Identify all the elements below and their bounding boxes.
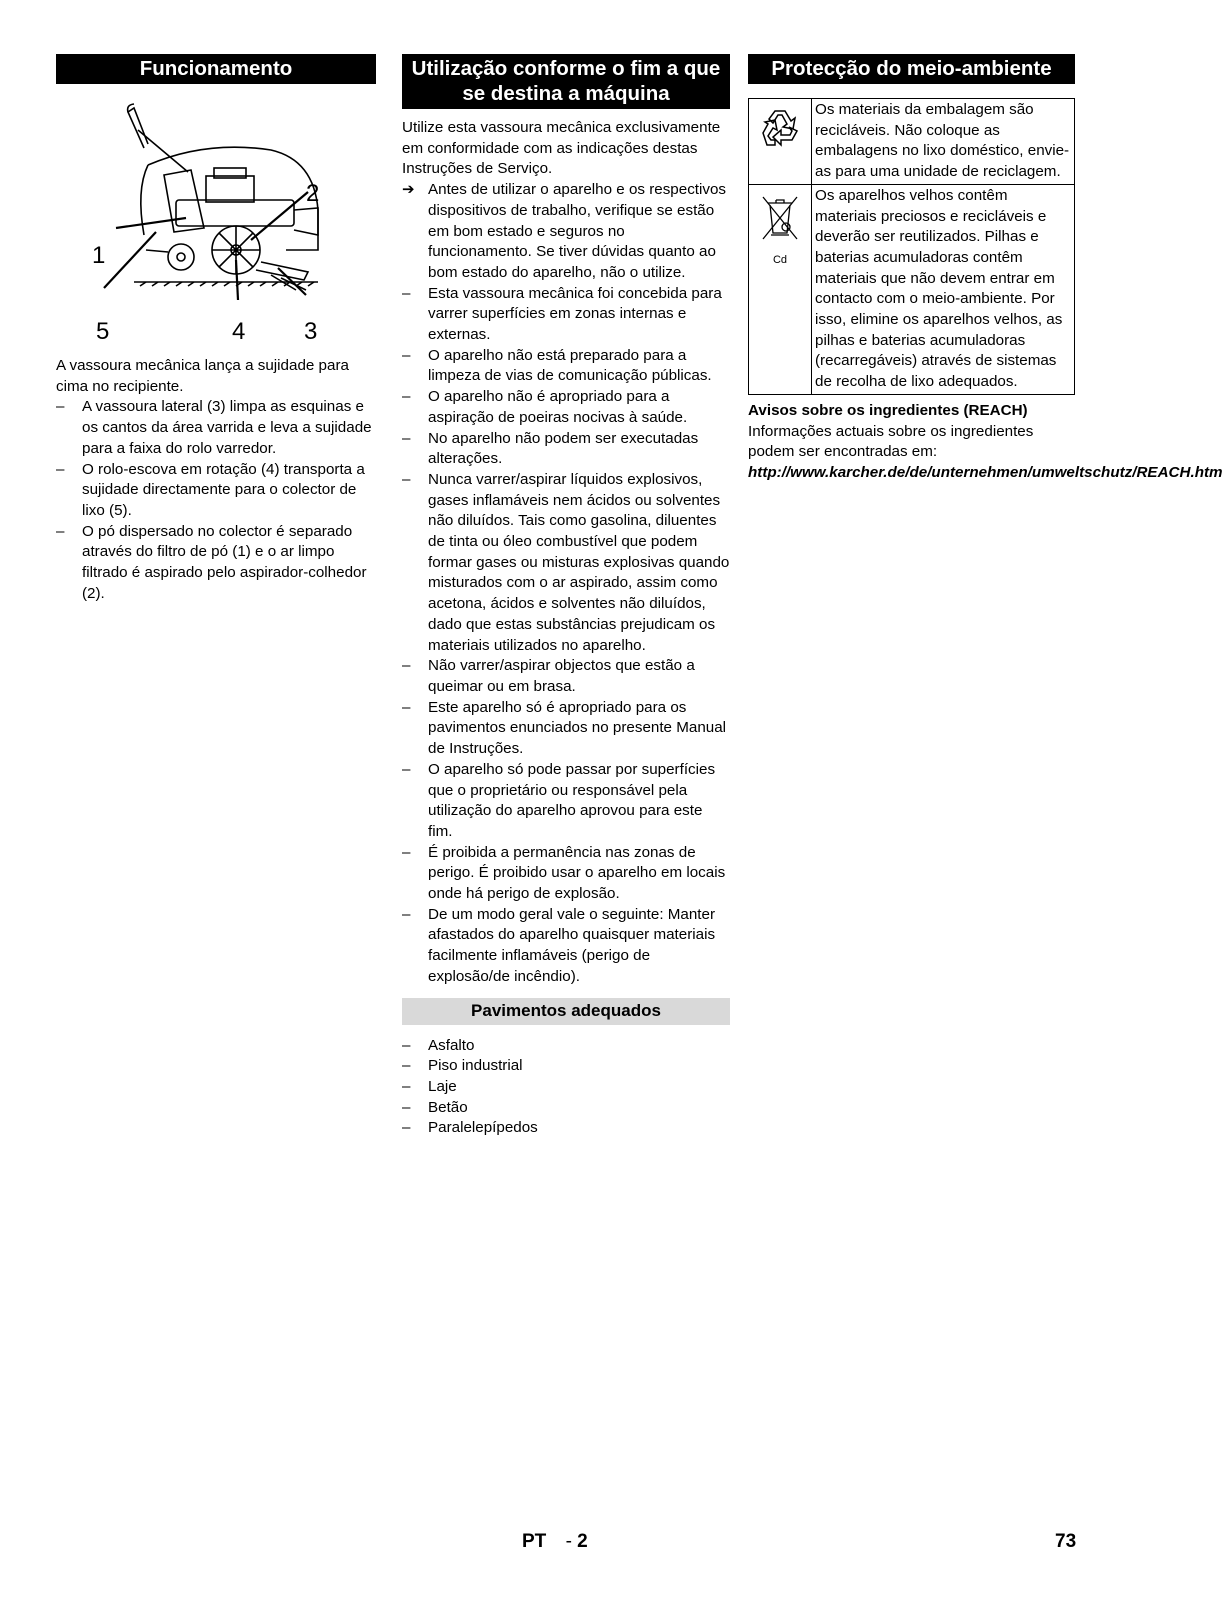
table-row: [749, 99, 1075, 185]
arrow-list-item: ➔ Antes de utilizar o aparelho e os respectivos dispositivos de trabalho, verifique se estão em bom estado e seguros no funcionamento. Se tiver dúvidas quanto ao bom estado do aparelho, não o utilize.: [402, 181, 727, 281]
list-item: – Paralelepípedos: [402, 1118, 730, 1139]
dash-marker: –: [402, 388, 411, 406]
sweeper-diagram: [56, 100, 356, 345]
list-item: – Nunca varrer/aspirar líquidos explosivos, gases inflamáveis nem ácidos ou solventes não diluídos. Tais como gasolina, diluentes de tinta ou óleo combustível que podem formar gases ou misturas explosivas quando misturados com o ar aspirado, assim como acetona, ácidos e solventes não diluídos, dado que estas substâncias prejudicam os materiais utilizados no aparelho.: [402, 470, 730, 654]
list-item: – O rolo-escova em rotação (4) transporta a sujidade directamente para o colector de lixo (5).: [56, 460, 365, 519]
list-item: – Este aparelho só é apropriado para os pavimentos enunciados no presente Manual de Instruções.: [402, 698, 727, 758]
figure-label-2: 2: [306, 180, 320, 207]
dash-marker: –: [402, 429, 411, 447]
footer-lang: PT - 2: [522, 1531, 588, 1552]
dash-marker: –: [402, 1057, 411, 1075]
list-item: – Betão: [402, 1098, 730, 1119]
column-ambiente: [748, 54, 1223, 484]
list-item: – No aparelho não podem ser executadas alterações.: [402, 429, 699, 468]
dash-marker: –: [56, 460, 65, 478]
crossed-bin-icon: [757, 191, 803, 247]
table-row: [749, 184, 1075, 394]
page-number: 73: [1055, 1531, 1077, 1552]
dash-marker: –: [402, 905, 411, 923]
dash-marker: –: [56, 522, 65, 540]
subsection-title-pavimentos: Pavimentos adequados: [402, 998, 730, 1025]
section-title-funcionamento: Funcionamento: [56, 54, 376, 84]
dash-marker: –: [402, 760, 411, 778]
list-item: – Asfalto: [402, 1036, 730, 1057]
list-item: – Piso industrial: [402, 1056, 730, 1077]
cd-caption: Cd: [772, 253, 788, 266]
dash-marker: –: [402, 843, 411, 861]
dash-marker: –: [402, 1098, 411, 1116]
crossed-bin-cell: [749, 184, 812, 394]
intro-text: Utilize esta vassoura mecânica exclusivamente em conformidade com as indicações destas Instruções de Serviço.: [402, 119, 721, 178]
recycling-cell: [749, 99, 812, 185]
list-item: – O aparelho não está preparado para a limpeza de vias de comunicação públicas.: [402, 346, 712, 385]
list-item: – A vassoura lateral (3) limpa as esquinas e os cantos da área varrida e leva a sujidade para a faixa do rolo varredor.: [56, 398, 372, 457]
section-title-ambiente: Protecção do meio-ambiente: [748, 54, 1075, 84]
list-item: – Não varrer/aspirar objectos que estão a queimar ou em brasa.: [402, 657, 695, 695]
figure-label-3: 3: [304, 318, 318, 345]
dash-marker: –: [56, 398, 65, 416]
list-item: – Esta vassoura mecânica foi concebida para varrer superfícies em zonas internas e externas.: [402, 284, 722, 344]
dash-marker: –: [402, 470, 411, 488]
list-item: – É proibida a permanência nas zonas de perigo. É proibido usar o aparelho em locais onde há perigo de explosão.: [402, 843, 726, 903]
reach-text: Informações actuais sobre os ingredientes podem ser encontradas em:: [748, 422, 1034, 461]
list-item: – Laje: [402, 1077, 730, 1098]
dash-marker: –: [402, 1077, 411, 1095]
usage-list: [402, 180, 730, 987]
column-funcionamento: [56, 54, 376, 604]
list-item: – De um modo geral vale o seguinte: Manter afastados do aparelho quaisquer materiais facilmente inflamáveis (perigo de explosão/de incêndio).: [402, 905, 716, 985]
dash-marker: –: [402, 657, 411, 675]
recycling-icon: [757, 105, 803, 151]
list-item: – O aparelho só pode passar por superfícies que o proprietário ou responsável pela utilização do aparelho aprovou para este fim.: [402, 760, 716, 840]
environment-table: [748, 98, 1075, 395]
surfaces-list: [402, 1036, 730, 1140]
list-item: – O pó dispersado no colector é separado através do filtro de pó (1) e o ar limpo filtrado é aspirado pelo aspirador-colhedor (2).: [56, 522, 367, 602]
arrow-icon: ➔: [402, 181, 415, 199]
reach-title: Avisos sobre os ingredientes (REACH): [748, 401, 1028, 419]
figure-label-5: 5: [96, 318, 110, 345]
reach-link[interactable]: http://www.karcher.de/de/unternehmen/umweltschutz/REACH.htm: [748, 463, 1223, 481]
section-title-utilizacao: Utilização conforme o fim a que se destina a máquina: [402, 54, 730, 109]
dash-marker: –: [402, 1119, 411, 1137]
dash-marker: –: [402, 346, 411, 364]
figure-label-1: 1: [92, 242, 106, 269]
intro-text: A vassoura mecânica lança a sujidade para cima no recipiente.: [56, 357, 349, 395]
dash-marker: –: [402, 284, 411, 302]
list-item: – O aparelho não é apropriado para a aspiração de poeiras nocivas à saúde.: [402, 388, 688, 426]
figure-label-4: 4: [232, 318, 246, 345]
dash-marker: –: [402, 1036, 411, 1054]
dash-marker: –: [402, 698, 411, 716]
column-utilizacao: [402, 54, 730, 1139]
old-devices-text: Os aparelhos velhos contêm materiais preciosos e recicláveis e deverão ser reutilizados. Pilhas e baterias acumuladoras contêm materiais que não devem entrar em contacto com o meio-ambiente. Por isso, elimine os aparelhos velhos, as pilhas e baterias acumuladoras (recarregáveis) através de sistemas de recolha de lixo adequados.: [812, 184, 1075, 394]
packaging-text: Os materiais da embalagem são recicláveis. Não coloque as embalagens no lixo doméstico, envie-as para uma unidade de reciclagem.: [812, 99, 1075, 185]
function-list: [56, 397, 376, 604]
